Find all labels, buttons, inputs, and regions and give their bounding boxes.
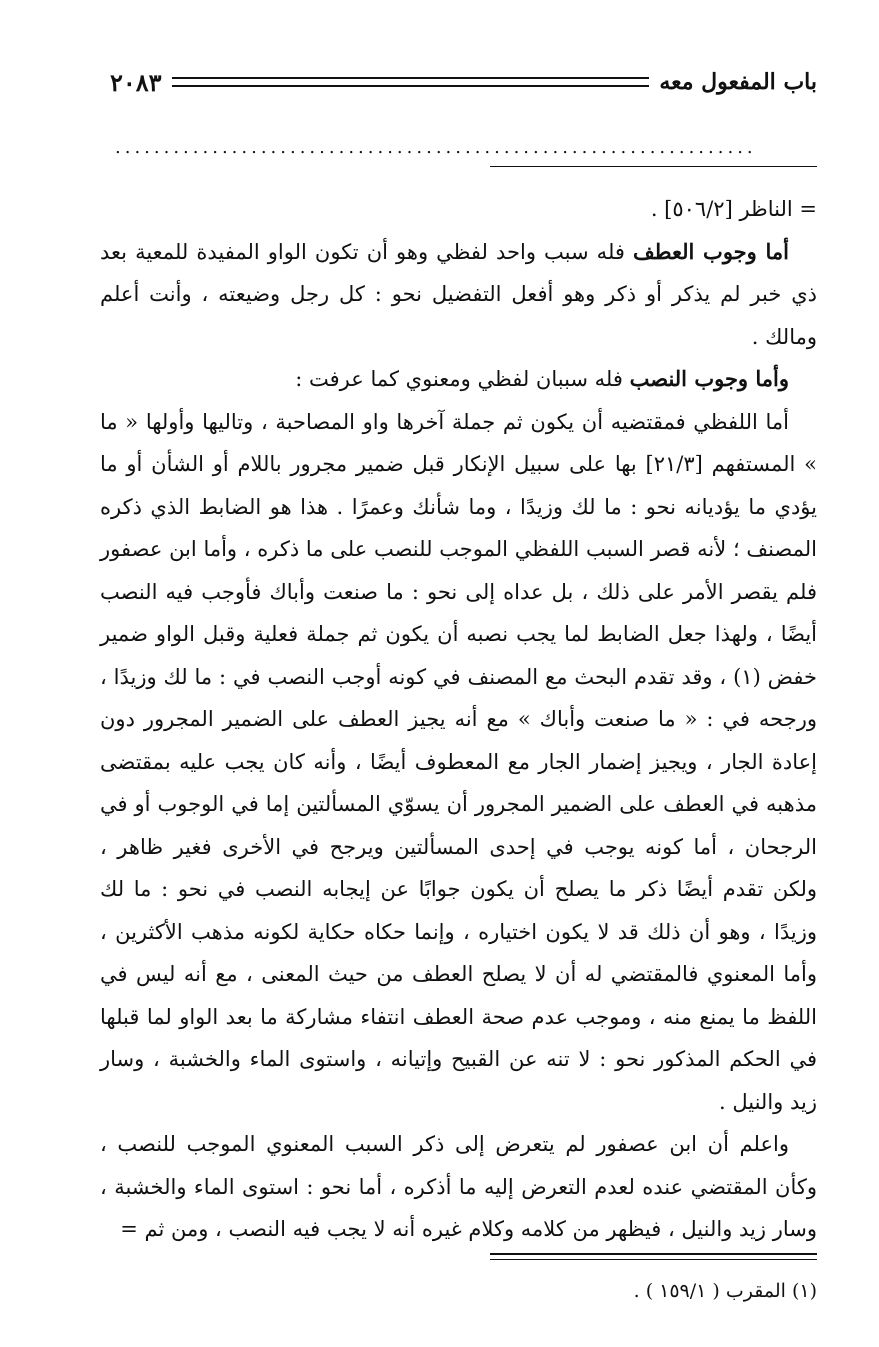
page-number: ٢٠٨٣ — [110, 67, 162, 97]
paragraph-lead-atf: أما وجوب العطف — [633, 238, 789, 264]
paragraph-text-nasb: فله سببان لفظي ومعنوي كما عرفت : — [295, 367, 630, 391]
paragraph-nasb — [100, 358, 817, 401]
chapter-title: باب المفعول معه — [659, 69, 817, 95]
footnote: (١) المقرب ( ١٥٩/١ ) . — [633, 1280, 817, 1302]
paragraph-atf — [100, 231, 817, 359]
paragraph-lead-nasb: وأما وجوب النصب — [629, 366, 789, 391]
paragraph-lafzi: أما اللفظي فمقتضيه أن يكون ثم جملة آخرها واو المصاحبة ، وتاليها وأولها « ما » المستفهم [٢١/٣] بها على سبيل الإنكار قبل ضمير مجرور باللام أو الشأن أو ما يؤدي ما يؤديانه نحو : ما لك وزيدًا ، وما شأنك وعمرًا . هذا هو الضابط الذي ذكره المصنف ؛ لأنه قصر السبب اللفظي الموجب للنصب على ما ذكره ، وأما ابن عصفور فلم يقصر الأمر على ذلك ، بل عداه إلى نحو : ما صنعت وأباك فأوجب فيه النصب أيضًا ، ولهذا جعل الضابط لما يجب نصبه أن يكون ثم جملة فعلية وقبل الواو ضمير خفض (١) ، وقد تقدم البحث مع المصنف في كونه أوجب النصب في : ما لك وزيدًا ، ورجحه في : « ما صنعت وأباك » مع أنه يجيز العطف على الضمير المجرور دون إعادة الجار ، ويجيز إضمار الجار مع المعطوف أيضًا ، وأنه كان يجب عليه بمقتضى مذهبه في العطف على الضمير المجرور أن يسوّي المسألتين إما في الوجوب أو في الرجحان ، أما كونه يوجب في إحدى المسألتين ويرجح في الأخرى فغير ظاهر ، ولكن تقدم أيضًا ذكر ما يصلح أن يكون جوابًا عن إيجابه النصب في نحو : ما لك وزيدًا ، وهو أن ذلك قد لا يكون اختياره ، وإنما حكاه حكاية لكونه مذهب الأكثرين ، وأما المعنوي فالمقتضي له أن لا يصلح العطف من حيث المعنى ، مع أنه ليس في اللفظ ما يمنع منه ، وموجب عدم صحة العطف انتفاء مشاركة ما بعد الواو لما قبلها في الحكم المذكور نحو : لا تنه عن القبيح وإتيانه ، واستوى الماء والخشبة ، وسار زيد والنيل . — [100, 409, 817, 1114]
paragraph-ibn-usfur: واعلم أن ابن عصفور لم يتعرض إلى ذكر السبب المعنوي الموجب للنصب ، وكأن المقتضي عنده لعدم التعرض إليه ما أذكره ، أما نحو : استوى الماء والخشبة ، وسار زيد والنيل ، فيظهر من كلامه وكلام غيره أنه لا يجب فيه النصب ، ومن ثم = — [100, 1132, 817, 1241]
paragraph-text-atf: فله سبب واحد لفظي وهو أن تكون الواو المفيدة للمعية بعد ذي خبر لم يذكر أو ذكر وهو أفعل التفضيل نحو : كل رجل وضيعته ، وأنت أعلم ومالك . — [100, 239, 817, 349]
footnote-rule — [490, 1253, 817, 1255]
page-header — [110, 62, 817, 102]
separator-rule — [490, 166, 817, 167]
header-rule — [172, 77, 650, 87]
paragraph-continuation: = الناظر [٥٠٦/٢] . — [650, 197, 817, 221]
footnote-rule-thin — [490, 1259, 817, 1260]
separator-dots: .................................................................. — [115, 138, 757, 158]
main-text — [100, 188, 817, 1251]
